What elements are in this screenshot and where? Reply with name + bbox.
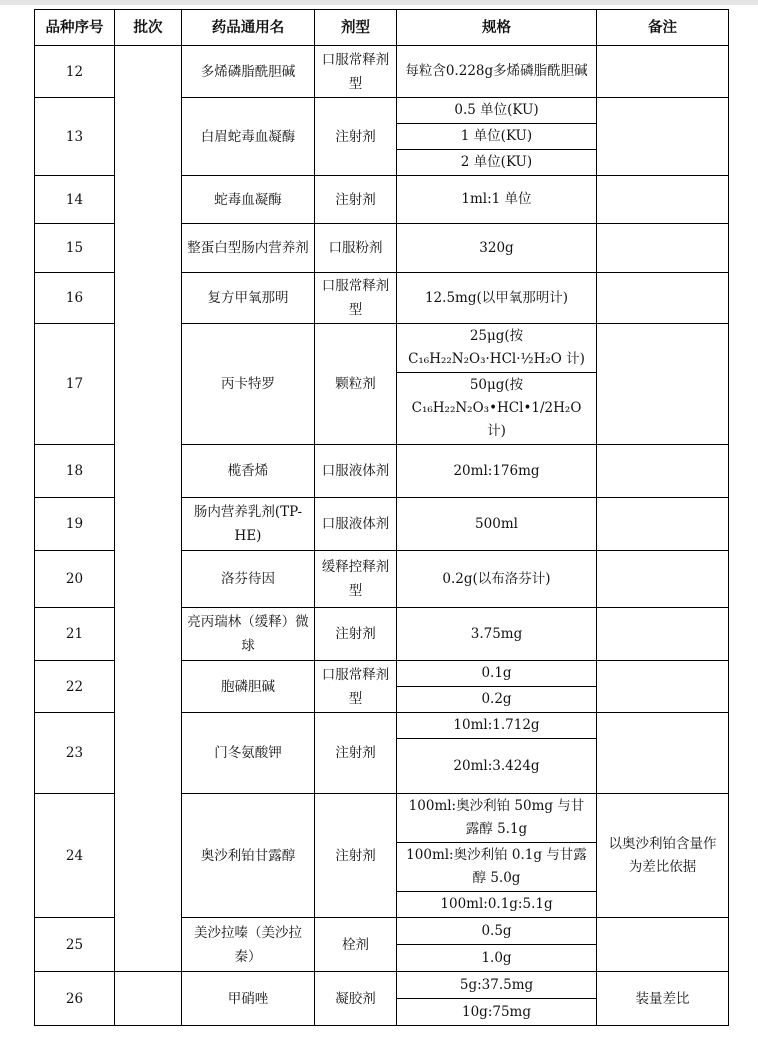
drug-name-cell: 美沙拉嗪（美沙拉秦） [182,918,315,972]
dosage-form-cell: 注射剂 [315,176,397,224]
remark-cell: 装量差比 [597,972,729,1026]
drug-catalog-table [34,9,729,1026]
drug-name-cell: 整蛋白型肠内营养剂 [182,224,315,273]
drug-name-cell: 白眉蛇毒血凝酶 [182,98,315,176]
spec-cell: 1ml:1 单位 [397,176,597,224]
drug-name-cell: 亮丙瑞林（缓释）微球 [182,608,315,661]
drug-name-cell: 丙卡特罗 [182,324,315,445]
drug-name-cell: 洛芬待因 [182,551,315,608]
remark-cell [597,918,729,972]
spec-cell: 100ml:0.1g:5.1g [397,892,597,918]
spec-cell: 5g:37.5mg [397,972,597,999]
serial-cell: 26 [35,972,115,1026]
spec-cell: 2 单位(KU) [397,150,597,176]
serial-cell: 12 [35,46,115,98]
serial-cell: 21 [35,608,115,661]
dosage-form-cell: 口服粉剂 [315,224,397,273]
serial-cell: 15 [35,224,115,273]
drug-name-cell: 胞磷胆碱 [182,661,315,713]
header-batch: 批次 [115,10,182,46]
remark-cell [597,445,729,498]
serial-cell: 17 [35,324,115,445]
remark-cell [597,46,729,98]
drug-name-cell: 奥沙利铂甘露醇 [182,794,315,918]
header-remarks: 备注 [597,10,729,46]
dosage-form-cell: 颗粒剂 [315,324,397,445]
dosage-form-cell: 口服液体剂 [315,498,397,551]
dosage-form-cell: 口服液体剂 [315,445,397,498]
dosage-form-cell: 口服常释剂型 [315,46,397,98]
dosage-form-cell: 注射剂 [315,713,397,794]
batch-cell [115,972,182,1026]
spec-cell: 12.5mg(以甲氧那明计) [397,273,597,324]
spec-cell: 1 单位(KU) [397,124,597,150]
dosage-form-cell: 口服常释剂型 [315,273,397,324]
spec-cell: 0.1g [397,661,597,687]
serial-cell: 22 [35,661,115,713]
remark-cell [597,98,729,176]
dosage-form-cell: 栓剂 [315,918,397,972]
header-specification: 规格 [397,10,597,46]
remark-cell [597,498,729,551]
dosage-form-cell: 缓释控释剂型 [315,551,397,608]
remark-cell: 以奥沙利铂含量作为差比依据 [597,794,729,918]
serial-cell: 23 [35,713,115,794]
drug-name-cell: 榄香烯 [182,445,315,498]
serial-cell: 25 [35,918,115,972]
remark-cell [597,273,729,324]
drug-name-cell: 复方甲氧那明 [182,273,315,324]
serial-cell: 14 [35,176,115,224]
drug-name-cell: 多烯磷脂酰胆碱 [182,46,315,98]
drug-name-cell: 肠内营养乳剂(TP-HE) [182,498,315,551]
spec-cell: 每粒含0.228g多烯磷脂酰胆碱 [397,46,597,98]
drug-name-cell: 甲硝唑 [182,972,315,1026]
dosage-form-cell: 凝胶剂 [315,972,397,1026]
spec-cell: 10g:75mg [397,999,597,1026]
header-dosage-form: 剂型 [315,10,397,46]
spec-cell: 20ml:3.424g [397,739,597,794]
page-top-edge [0,0,758,5]
spec-cell: 20ml:176mg [397,445,597,498]
spec-cell: 10ml:1.712g [397,713,597,739]
serial-cell: 13 [35,98,115,176]
spec-cell: 500ml [397,498,597,551]
dosage-form-cell: 注射剂 [315,794,397,918]
drug-name-cell: 门冬氨酸钾 [182,713,315,794]
table-row [35,46,729,98]
spec-cell: 50μg(按C₁₆H₂₂N₂O₃•HCl•1/2H₂O计) [397,373,597,445]
spec-cell: 25μg(按C₁₆H₂₂N₂O₃·HCl·½H₂O 计) [397,324,597,373]
remark-cell [597,176,729,224]
serial-cell: 16 [35,273,115,324]
spec-cell: 1.0g [397,945,597,972]
serial-cell: 20 [35,551,115,608]
batch-cell [115,46,182,972]
table-row [35,972,729,999]
table-header-row [35,10,729,46]
header-serial: 品种序号 [35,10,115,46]
spec-cell: 0.2g [397,687,597,713]
spec-cell: 0.5 单位(KU) [397,98,597,124]
spec-cell: 3.75mg [397,608,597,661]
spec-cell: 100ml:奥沙利铂 50mg 与甘露醇 5.1g [397,794,597,843]
spec-cell: 0.2g(以布洛芬计) [397,551,597,608]
remark-cell [597,551,729,608]
remark-cell [597,661,729,713]
remark-cell [597,608,729,661]
dosage-form-cell: 注射剂 [315,608,397,661]
remark-cell [597,713,729,794]
serial-cell: 24 [35,794,115,918]
spec-cell: 320g [397,224,597,273]
serial-cell: 19 [35,498,115,551]
dosage-form-cell: 注射剂 [315,98,397,176]
header-drug-name: 药品通用名 [182,10,315,46]
spec-cell: 100ml:奥沙利铂 0.1g 与甘露醇 5.0g [397,843,597,892]
dosage-form-cell: 口服常释剂型 [315,661,397,713]
serial-cell: 18 [35,445,115,498]
drug-name-cell: 蛇毒血凝酶 [182,176,315,224]
remark-cell [597,224,729,273]
spec-cell: 0.5g [397,918,597,945]
remark-cell [597,324,729,445]
